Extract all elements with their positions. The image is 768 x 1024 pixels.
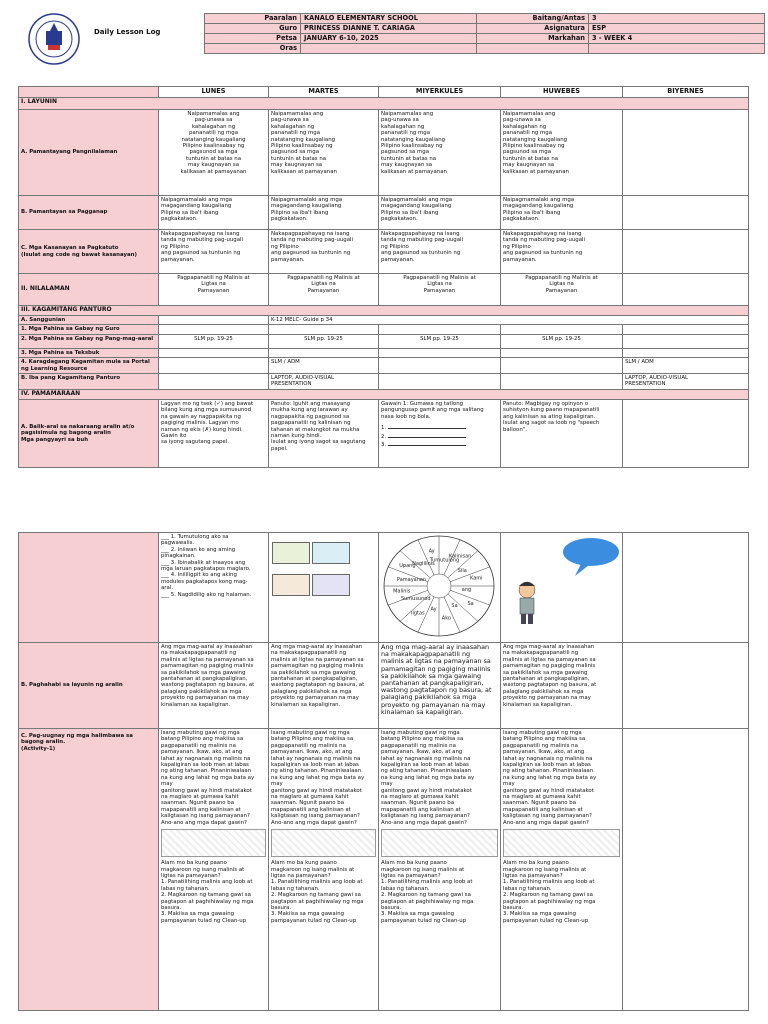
wheel-center [427, 574, 451, 598]
sweeping-scene-icon [272, 574, 310, 596]
header-value: KANALO ELEMENTARY SCHOOL [301, 14, 477, 24]
row-label: A. Balik-aral sa nakaraang aralin at/o pagsisimula ng bagong aralin Mga pangyayri sa buh [19, 400, 159, 468]
list-item: ___ 3. Ibinabalik at inaayos ang mga laruan pagkatapos maglaro. [161, 559, 251, 573]
row-label: 1. Mga Pahina sa Gabay ng Guro [19, 325, 159, 334]
lesson-table [18, 86, 749, 468]
wheel-word: Malinis [393, 588, 411, 595]
cell-text: SLM / ADM [623, 358, 749, 374]
cell-text: Ang mga mag-aaral ay inaasahan na makakapagpapanatili ng malinis at ligtas na pamayanan sa pamamagitan ng pagiging malinis sa pakikilahok sa mga gawaing pantahanan at pangkapaligiran, wastong pagtatapon ng basura, at palagiang pakikilahok sa mga proyekto ng pamayanan na may kinalaman sa kapaligiran. [501, 643, 623, 729]
cell-text: Nakapagpapahayag na isang tanda ng mabuting pag-uugali ng Pilipino ang pagsunod sa tuntunin ng pamayanan. [159, 230, 269, 274]
list-item: ___ 5. Nagdidilig ako ng halaman. [161, 591, 252, 598]
header-value [589, 44, 765, 54]
header-label: Guro [205, 24, 301, 34]
header-value [301, 44, 477, 54]
activity-text: Alam mo ba kung paano magkaroon ng isang malinis at ligtas na pamayanan? 1. Panatilihing malinis ang loob at labas ng tahanan. 2. Magkaroon ng tamang gawi sa pagtapon at paghihiwalay ng mga basura. 3. Makiisa sa mga gawaing pampayanan tulad ng Clean-up [161, 860, 254, 924]
cell-text: Nakapagpapahayag na isang tanda ng mabuting pag-uugali ng Pilipino ang pagsunod sa tuntunin ng pamayanan. [379, 230, 501, 274]
cell-text [379, 729, 501, 1011]
activity-text: Alam mo ba kung paano magkaroon ng isang malinis at ligtas na pamayanan? 1. Panatilihing malinis ang loob at labas ng tahanan. 2. Magkaroon ng tamang gawi sa pagtapon at paghihiwalay ng mga basura. 3. Makiisa sa mga gawaing pampayanan tulad ng Clean-up [271, 860, 364, 924]
cleaning-scene-icon [272, 542, 310, 564]
header-table [204, 13, 765, 54]
header-label: Petsa [205, 34, 301, 44]
answer-line: 1. [381, 423, 498, 431]
word-wheel-cell [379, 533, 501, 643]
wheel-word: Upang [399, 562, 416, 569]
header-label [477, 44, 589, 54]
illustration-icon [503, 829, 620, 857]
cell-text: Pagpapanatili ng Malinis at Ligtas na Pamayanan [269, 274, 379, 306]
cell-text: Panuto: Iguhit ang masayang mukha kung ang larawan ay nagpapakita ng pagsunod sa pagpapanatili ng kalinisan ng tahanan at malungkot na mukha naman kung hindi. Isulat ang iyong sagot sa sagutang papel. [269, 400, 379, 468]
row-label: C. Pag-uugnay ng mga halimbawa sa bagong aralin. (Activity-1) [19, 729, 159, 1011]
answer-line: 2. [381, 432, 498, 440]
cell-text: Ang mga mag-aaral ay inaasahan na makakapagpapanatili ng malinis at ligtas na pamayanan sa pamamagitan ng pagiging malinis sa pakikilahok sa mga gawaing pantahanan at pangkapaligiran, wastong pagtatapon ng basura, at palagiang pakikilahok sa mga proyekto ng pamayanan na may kinalaman sa kapaligiran. [379, 643, 501, 729]
cell-text: Pagpapanatili ng Malinis at Ligtas na Pamayanan [159, 274, 269, 306]
cell-text: Naipagmamalaki ang mga magagandang kaugaliang Pilipino sa iba't ibang pagkakataon. [379, 196, 501, 230]
cell-text: Panuto: Magbigay ng opinyon o suhistyon kung paano mapapanatili ang kalinisan sa ating kapaligiran. Isulat ang sagot sa loob ng "speech balloon". [501, 400, 623, 468]
cell-text: Nakapagpapahayag na isang tanda ng mabuting pag-uugali ng Pilipino ang pagsunod sa tuntunin ng pamayanan. [269, 230, 379, 274]
cell-text: Ang mga mag-aaral ay inaasahan na makakapagpapanatili ng malinis at ligtas na pamayanan sa pamamagitan ng pagiging malinis sa pakikilahok sa mga gawaing pantahanan at pangkapaligiran, wastong pagtatapon ng basura, at palagiang pakikilahok sa mga proyekto ng pamayanan na may kinalaman sa kapaligiran. [269, 643, 379, 729]
header-value: ESP [589, 24, 765, 34]
answer-line: 3. [381, 440, 498, 448]
row-label: C. Mga Kasanayan sa Pagkatuto (Isulat ang code ng bawat kasanayan) [19, 230, 159, 274]
page-title: Daily Lesson Log [94, 28, 161, 36]
wheel-word: Kami [470, 575, 483, 582]
wheel-word: Naglilinis [412, 561, 435, 568]
row-label: B. Iba pang Kagamitang Panturo [19, 374, 159, 390]
cell-text: SLM pp. 19-25 [159, 334, 269, 348]
cell-text: Lagyan mo ng tsek (✓) ang bawat bilang kung ang mga sumusunod na gawain ay nagpapakita ng pagiging malinis. Lagyan mo naman ng ekis (✗) kung hindi. Gawin ito sa iyong sagutang papel. [159, 400, 269, 468]
cell-text: SLM / ADM [269, 358, 379, 374]
wheel-word: ang [461, 586, 472, 593]
wheel-word: Pamayanan [396, 577, 427, 584]
row-label: A. Pamantayang Pangnilalaman [19, 110, 159, 196]
wheel-word: Sa [467, 601, 474, 608]
illustration-icon [271, 829, 376, 857]
cell-text: SLM pp. 19-25 [269, 334, 379, 348]
cell-text: K-12 MELC- Guide p 34 [269, 316, 749, 325]
cell-text: SLM pp. 19-25 [379, 334, 501, 348]
wheel-word: Ako [441, 615, 452, 622]
section-kagamitan: III. KAGAMITANG PANTURO [19, 306, 749, 316]
wheel-word: ligtas [411, 610, 425, 617]
wheel-word: Tumutulong [429, 557, 460, 564]
header-value: 3 [589, 14, 765, 24]
cell-text: Naipamamalas ang pag-unawa sa kahalagahan ng pananatili ng mga natatanging kaugaliang Pilipino kaalinsabay ng pagsunod sa mga tuntunin at batas na may kaugnayan sa kalikasan at pamayanan [379, 110, 501, 196]
day-header: LUNES [159, 87, 269, 98]
cell-text: Naipamamalas ang pag-unawa sa kahalagahan ng pananatili ng mga natatanging kaugaliang Pilipino kaalinsabay ng pagsunod sa mga tuntunin at batas na may kaugnayan sa kalikasan at pamayanan [501, 110, 623, 196]
lesson-table-page-2 [18, 532, 749, 1011]
wheel-word: Sa [451, 602, 458, 609]
wheel-word: Kalinisan [448, 553, 472, 560]
header-label: Asignatura [477, 24, 589, 34]
day-header: HUWEBES [501, 87, 623, 98]
cell-text [159, 729, 269, 1011]
list-item: ___ 1. Tumutulong ako sa pagwawalis. [161, 534, 229, 547]
cell-text [379, 400, 501, 468]
row-label: 2. Mga Pahina sa Gabay ng Pang-mag-aaral [19, 334, 159, 348]
list-item: ___ 2. Iniiwan ko ang aming pinagkainan. [161, 546, 236, 560]
illustration-icon [161, 829, 266, 857]
cell-text: Ang mga mag-aaral ay inaasahan na makakapagpapanatili ng malinis at ligtas na pamayanan sa pamamagitan ng pagiging malinis sa pakikilahok sa mga gawaing pantahanan at pangkapaligiran, wastong pagtatapon ng basura, at palagiang pakikilahok sa mga proyekto ng pamayanan na may kinalaman sa kapaligiran. [159, 643, 269, 729]
cell-text: Naipagmamalaki ang mga magagandang kaugaliang Pilipino sa iba't ibang pagkakataon. [501, 196, 623, 230]
wheel-word: Sila [457, 567, 467, 574]
section-nilalaman: II. NILALAMAN [19, 274, 159, 306]
header-value: JANUARY 6-10, 2025 [301, 34, 477, 44]
cell-text: Naipamamalas ang pag-unawa sa kahalagahan ng pananatili ng mga natatanging kaugaliang Pilipino kaalinsabay ng pagsunod sa mga tuntunin at batas na may kaugnayan sa kalikasan at pamayanan [159, 110, 269, 196]
cell-text: LAPTOP, AUDIO-VISUAL PRESENTATION [269, 374, 379, 390]
cell-text [501, 729, 623, 1011]
activity-text: Alam mo ba kung paano magkaroon ng isang malinis at ligtas na pamayanan? 1. Panatilihing malinis ang loob at labas ng tahanan. 2. Magkaroon ng tamang gawi sa pagtapon at paghihiwalay ng mga basura. 3. Makiisa sa mga gawaing pampayanan tulad ng Clean-up [381, 860, 474, 924]
row-label: B. Paghahabi sa layunin ng aralin [19, 643, 159, 729]
row-label: 3. Mga Pahina sa Teksbuk [19, 348, 159, 357]
section-pamamaraan: IV. PAMAMARAAN [19, 390, 749, 400]
cell-text: Naipamamalas ang pag-unawa sa kahalagahan ng pananatili ng mga natatanging kaugaliang Pilipino kaalinsabay ng pagsunod sa mga tuntunin at batas na may kaugnayan sa kalikasan at pamayanan [269, 110, 379, 196]
cell-text: Pagpapanatili ng Malinis at Ligtas na Pamayanan [379, 274, 501, 306]
cell-text: Nakapagpapahayag na isang tanda ng mabuting pag-uugali ng Pilipino ang pagsunod sa tuntunin ng pamayanan. [501, 230, 623, 274]
day-header: MARTES [269, 87, 379, 98]
row-label: 4. Karagdagang Kagamitan mula sa Portal ng Learning Resource [19, 358, 159, 374]
row-label: A. Sanggunian [19, 316, 159, 325]
activity-text: Isang mabuting gawi ng mga batang Pilipino ang makiisa sa pagpapanatili ng malinis na pamayanan. Ikaw, ako, at ang lahat ay nagnanais ng malinis na kapaligiran sa loob man at labas ng ating tahanan. Pinaniniwalaan na kung ang lahat ng mga bata ay may ganitong gawi ay hindi matatakot na maglaro at gumawa kahit saanman. Ngunit paano ba mapapanatili ang kalinisan at kaligtasan ng isang pamayanan? Ano-ano ang mga dapat gawin? [161, 730, 255, 826]
deped-seal-icon [28, 13, 80, 65]
picture-cell [269, 533, 379, 643]
header-label: Baitang/Antas [477, 14, 589, 24]
wheel-word: Sumusunod [400, 596, 431, 603]
cell-text: LAPTOP, AUDIO-VISUAL PRESENTATION [623, 374, 749, 390]
checklist-cell [159, 533, 269, 643]
cell-text [269, 729, 379, 1011]
activity-text: Isang mabuting gawi ng mga batang Pilipino ang makiisa sa pagpapanatili ng malinis na pamayanan. Ikaw, ako, at ang lahat ay nagnanais ng malinis na kapaligiran sa loob man at labas ng ating tahanan. Pinaniniwalaan na kung ang lahat ng mga bata ay may ganitong gawi ay hindi matatakot na maglaro at gumawa kahit saanman. Ngunit paano ba mapapanatili ang kalinisan at kaligtasan ng isang pamayanan? Ano-ano ang mga dapat gawin? [381, 730, 475, 826]
header-label: Markahan [477, 34, 589, 44]
word-wheel-icon [381, 534, 497, 638]
activity-text: Alam mo ba kung paano magkaroon ng isang malinis at ligtas na pamayanan? 1. Panatilihing malinis ang loob at labas ng tahanan. 2. Magkaroon ng tamang gawi sa pagtapon at paghihiwalay ng mga basura. 3. Makiisa sa mga gawaing pampayanan tulad ng Clean-up [503, 860, 596, 924]
list-item: ___ 4. Inililigpit ko ang aking modules pagkatapos kong mag- aral. [161, 572, 248, 592]
header-label: Oras [205, 44, 301, 54]
garden-scene-icon [312, 542, 350, 564]
cell-text: Naipagmamalaki ang mga magagandang kaugaliang Pilipino sa iba't ibang pagkakataon. [269, 196, 379, 230]
row-label: B. Pamantayan sa Pagganap [19, 196, 159, 230]
header-value: 3 - WEEK 4 [589, 34, 765, 44]
header-label: Paaralan [205, 14, 301, 24]
cell-text: SLM pp. 19-25 [501, 334, 623, 348]
day-header: BIYERNES [623, 87, 749, 98]
activity-text: Isang mabuting gawi ng mga batang Pilipino ang makiisa sa pagpapanatili ng malinis na pamayanan. Ikaw, ako, at ang lahat ay nagnanais ng malinis na kapaligiran sa loob man at labas ng ating tahanan. Pinaniniwalaan na kung ang lahat ng mga bata ay may ganitong gawi ay hindi matatakot na maglaro at gumawa kahit saanman. Ngunit paano ba mapapanatili ang kalinisan at kaligtasan ng isang pamayanan? Ano-ano ang mga dapat gawin? [503, 730, 597, 826]
wheel-word: Ay [430, 606, 437, 613]
activity-text: Isang mabuting gawi ng mga batang Pilipino ang makiisa sa pagpapanatili ng malinis na pamayanan. Ikaw, ako, at ang lahat ay nagnanais ng malinis na kapaligiran sa loob man at labas ng ating tahanan. Pinaniniwalaan na kung ang lahat ng mga bata ay may ganitong gawi ay hindi matatakot na maglaro at gumawa kahit saanman. Ngunit paano ba mapapanatili ang kalinisan at kaligtasan ng isang pamayanan? Ano-ano ang mga dapat gawin? [271, 730, 365, 826]
study-scene-icon [312, 574, 350, 596]
activity-instruction: Gawain 1: Gumawa ng tatlong pangungusap gamit ang mga salitang nasa loob ng bola. [381, 401, 484, 420]
cell-text: Naipagmamalaki ang mga magagandang kaugaliang Pilipino sa iba't ibang pagkakataon. [159, 196, 269, 230]
cell-text: Pagpapanatili ng Malinis at Ligtas na Pamayanan [501, 274, 623, 306]
speech-balloon-icon [503, 534, 621, 638]
wheel-word: Ay [428, 548, 435, 555]
section-layunin: I. LAYUNIN [19, 98, 749, 110]
illustration-icon [381, 829, 498, 857]
header-value: PRINCESS DIANNE T. CARIAGA [301, 24, 477, 34]
opinion-cell [501, 533, 623, 643]
day-header: MIYERKULES [379, 87, 501, 98]
